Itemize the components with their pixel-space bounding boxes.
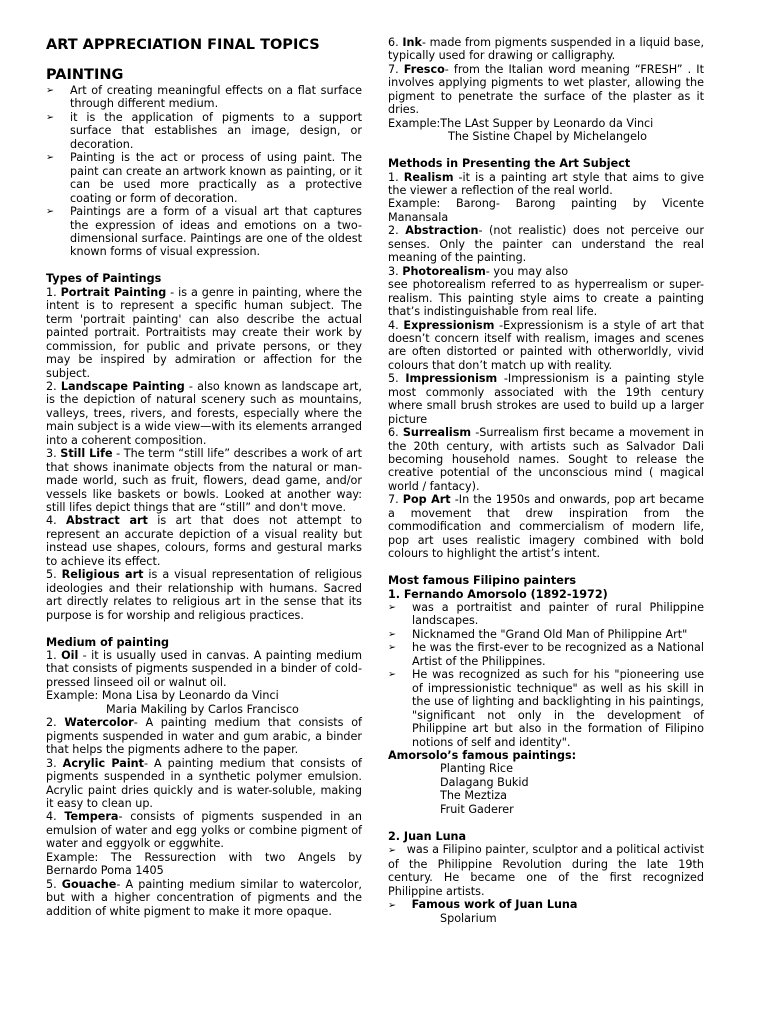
medium-fresco: 7. Fresco- from the Italian word meaning “FRESH” . It involves applying pigments to wet plaster, allowing the pigment to penetrate the surface of the plaster as it dries. (388, 62, 704, 117)
list-item: ➢ he was the first-ever to be recognized as a National Artist of the Philippines. (388, 641, 704, 668)
painting-title: Dalagang Bukid (440, 775, 529, 789)
painters-heading: Most famous Filipino painters (388, 574, 577, 588)
list-item: ➢ Art of creating meaningful effects on a flat surface through different medium. (46, 84, 362, 111)
painting-title: Planting Rice (440, 762, 513, 776)
arrow-bullet-icon: ➢ (388, 899, 396, 911)
method-item: 7. Pop Art -In the 1950s and onwards, pop art became a movement that drew inspiration from the commodification and commercialism of modern life, pop art uses realistic imagery combined with bold colours to highlight the artist’s intent. (388, 493, 705, 561)
medium-acrylic: 3. Acrylic Paint- A painting medium that consists of pigments suspended in a synthetic polymer emulsion. Acrylic paint dries quickly and is water-soluble, making it easy to clean up. (46, 756, 362, 810)
amorsolo-heading: 1. Fernando Amorsolo (1892-1972) (388, 587, 608, 601)
method-item-continued: see photorealism referred to as hyperrealism or super-realism. This painting style aims to create a painting that’s indistinguishable from real life. (388, 278, 704, 319)
medium-watercolor: 2. Watercolor- A painting medium that consists of pigments suspended in water and gum arabic, a binder that helps the pigments adhere to the paper. (46, 716, 362, 757)
amorsolo-bullets (388, 601, 704, 749)
example-line: Example: Mona Lisa by Leonardo da Vinci (46, 689, 279, 703)
medium-oil: 1. Oil - it is usually used in canvas. A painting medium that consists of pigments suspended in a binder of cold-pressed linseed oil or walnut oil. (46, 649, 362, 689)
right-column (388, 0, 704, 926)
list-item: ➢ it is the application of pigments to a support surface that establishes an image, design, or decoration. (46, 110, 362, 151)
painting-title: Fruit Gaderer (440, 802, 514, 816)
left-column (46, 0, 362, 918)
method-item: 2. Abstraction- (not realistic) does not perceive our senses. Only the painter can understand the real meaning of the painting. (388, 224, 704, 265)
luna-description: ➢ was a Filipino painter, sculptor and a political activist of the Philippine Revolution during the late 19th century. He became one of the first recognized Philippine artists. (388, 843, 705, 898)
medium-heading: Medium of painting (46, 635, 170, 649)
method-item: 6. Surrealism -Surrealism first became a movement in the 20th century, with artists such as Salvador Dali becoming household names. Sought to release the creative potential of the unconscious mind ( magical world / fantacy). (388, 426, 704, 493)
arrow-bullet-icon: ➢ (46, 152, 54, 164)
arrow-bullet-icon: ➢ (388, 642, 396, 654)
medium-tempera: 4. Tempera- consists of pigments suspended in an emulsion of water and egg yolks or combine pigment of water and eggyolk or eggwhite. (46, 810, 362, 851)
example-line: Example: Barong- Barong painting by Vicente Manansala (388, 197, 704, 224)
arrow-bullet-icon: ➢ (46, 85, 54, 96)
example-line: Maria Makiling by Carlos Francisco (106, 702, 299, 716)
arrow-bullet-icon: ➢ (388, 669, 396, 681)
type-item: 5. Religious art is a visual representation of religious ideologies and their relationship with humans. Sacred art directly relates to religious art in the sense that its purpose is for worship and religious practices. (46, 568, 362, 622)
arrow-bullet-icon: ➢ (46, 111, 54, 123)
medium-ink: 6. Ink- made from pigments suspended in a liquid base, typically used for drawing or calligraphy. (388, 36, 704, 63)
luna-famous-heading: ➢ Famous work of Juan Luna (388, 897, 578, 911)
type-item: 4. Abstract art is art that does not attempt to represent an accurate depiction of a visual reality but instead use shapes, colours, forms and gestural marks to achieve its effect. (46, 514, 363, 568)
method-item: 1. Realism -it is a painting art style that aims to give the viewer a reflection of the real world. (388, 170, 704, 197)
luna-heading: 2. Juan Luna (388, 829, 467, 843)
painting-heading: PAINTING (46, 67, 124, 83)
list-item: ➢ Nicknamed the "Grand Old Man of Philippine Art" (388, 627, 688, 641)
painting-title: Spolarium (440, 912, 497, 926)
arrow-bullet-icon: ➢ (388, 845, 396, 857)
example-line: The Sistine Chapel by Michelangelo (448, 130, 647, 144)
arrow-bullet-icon: ➢ (388, 628, 396, 640)
method-item: 3. Photorealism- you may also (388, 264, 569, 278)
painting-bullets (46, 84, 362, 259)
arrow-bullet-icon: ➢ (388, 602, 396, 613)
type-item: 2. Landscape Painting - also known as landscape art, is the depiction of natural scenery such as mountains, valleys, trees, rivers, and forests, especially where the main subject is a wide view—with its elements arranged into a coherent composition. (46, 379, 362, 447)
painting-title: The Meztiza (440, 789, 507, 803)
list-item: ➢ Paintings are a form of a visual art that captures the expression of ideas and emotions on a two-dimensional surface. Paintings are one of the oldest known forms of visual expression. (46, 205, 362, 259)
method-item: 4. Expressionism -Expressionism is a style of art that doesn’t concern itself with realism, images and scenes are often distorted or painted with otherworldly, vivid colours that don’t match up with reality. (388, 318, 704, 372)
methods-heading: Methods in Presenting the Art Subject (388, 157, 631, 171)
amorsolo-famous-heading: Amorsolo’s famous paintings: (388, 748, 577, 762)
list-item: ➢ He was recognized as such for his "pioneering use of impressionistic technique" as well as his skill in the use of lighting and backlighting in his paintings, "significant not only in the development of Philippine art but also in the formation of Filipino notions of self and identity". (388, 668, 704, 749)
list-item: ➢ Painting is the act or process of using paint. The paint can create an artwork known as painting, or it can be used more practically as a protective coating or form of decoration. (46, 151, 362, 205)
type-item: 1. Portrait Painting - is a genre in painting, where the intent is to represent a specific human subject. The term 'portrait painting' can also describe the actual painted portrait. Portraitists may create their work by commission, for public and private persons, or they may be inspired by admiration or affection for the subject. (46, 285, 362, 380)
document-title: ART APPRECIATION FINAL TOPICS (46, 37, 320, 53)
medium-gouache: 5. Gouache- A painting medium similar to watercolor, but with a higher concentration of pigments and the addition of white pigment to make it more opaque. (46, 877, 362, 918)
list-item: ➢ was a portraitist and painter of rural Philippine landscapes. (388, 601, 704, 628)
types-heading: Types of Paintings (46, 272, 162, 286)
arrow-bullet-icon: ➢ (46, 206, 54, 218)
example-line: Example: The Ressurection with two Angels by Bernardo Poma 1405 (46, 850, 362, 878)
method-item: 5. Impressionism -Impressionism is a painting style most commonly associated with the 19th century where small brush strokes are used to build up a larger picture (388, 372, 704, 426)
example-line: Example:The LAst Supper by Leonardo da Vinci (388, 116, 654, 130)
type-item: 3. Still Life - The term “still life” describes a work of art that shows inanimate objects from the natural or man-made world, such as fruit, flowers, dead game, and/or vessels like baskets or bowls. Looked at another way: still lifes depict things that are “still” and don't move. (46, 447, 363, 515)
